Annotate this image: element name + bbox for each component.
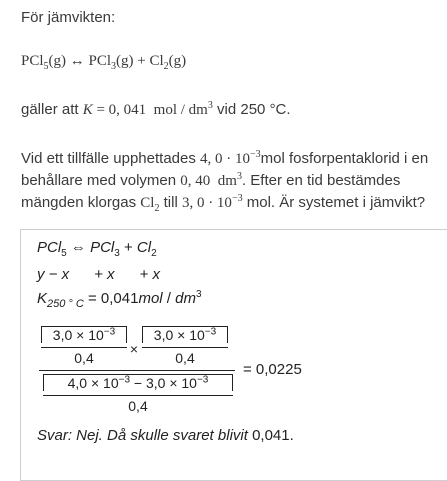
answer-row-change: y − x + x + x bbox=[37, 266, 160, 283]
answer-k-line: $K_{250 ^\circ C} = 0,041mol / dm^3$ bbox=[37, 289, 202, 310]
answer-reaction: PCl$_5$ ⇔ $PCl_3 + Cl_2$ bbox=[37, 239, 157, 259]
intro-title: För jämvikten: bbox=[21, 9, 116, 26]
answer-box bbox=[20, 229, 447, 481]
answer-conclusion: Svar: Nej. Då skulle svaret blivit 0,041. bbox=[37, 427, 294, 444]
question-text: Vid ett tillfälle upphettades 4, $0 \cdot 10^{-3}mol$ fosforpentaklorid i en behållare med volymen 0, 40 $dm^3$. Efter en tid bestämdes mängden klorgas $Cl_2$ till 3, $0 \cdot 10^{-3}$ mol. Är systemet i jämvikt? bbox=[21, 149, 429, 214]
fraction-2: $3,0 \times 10^{-3}$ 0,4 bbox=[142, 326, 228, 366]
fraction-denominator: $4,0 \times 10^{-3} - 3,0 \times 10^{-3}$ 0,4 bbox=[43, 374, 233, 414]
equilibrium-constant-line: gäller att K = 0, 041 mol / $dm^3$ vid 250 °C. bbox=[21, 100, 291, 118]
calculation-result: = 0,0225 bbox=[243, 361, 302, 378]
times-sign: × bbox=[129, 341, 139, 357]
reaction-equation: PCl$_5$(g) ↔ $PCl_3(g) + Cl_2(g)$ bbox=[21, 53, 187, 72]
main-fraction-bar bbox=[39, 370, 235, 371]
fraction-1: $3,0 \times 10^{-3}$ 0,4 bbox=[41, 326, 127, 366]
k-prefix: gäller att bbox=[21, 101, 83, 118]
k-suffix: vid 250 °C. bbox=[212, 101, 291, 118]
